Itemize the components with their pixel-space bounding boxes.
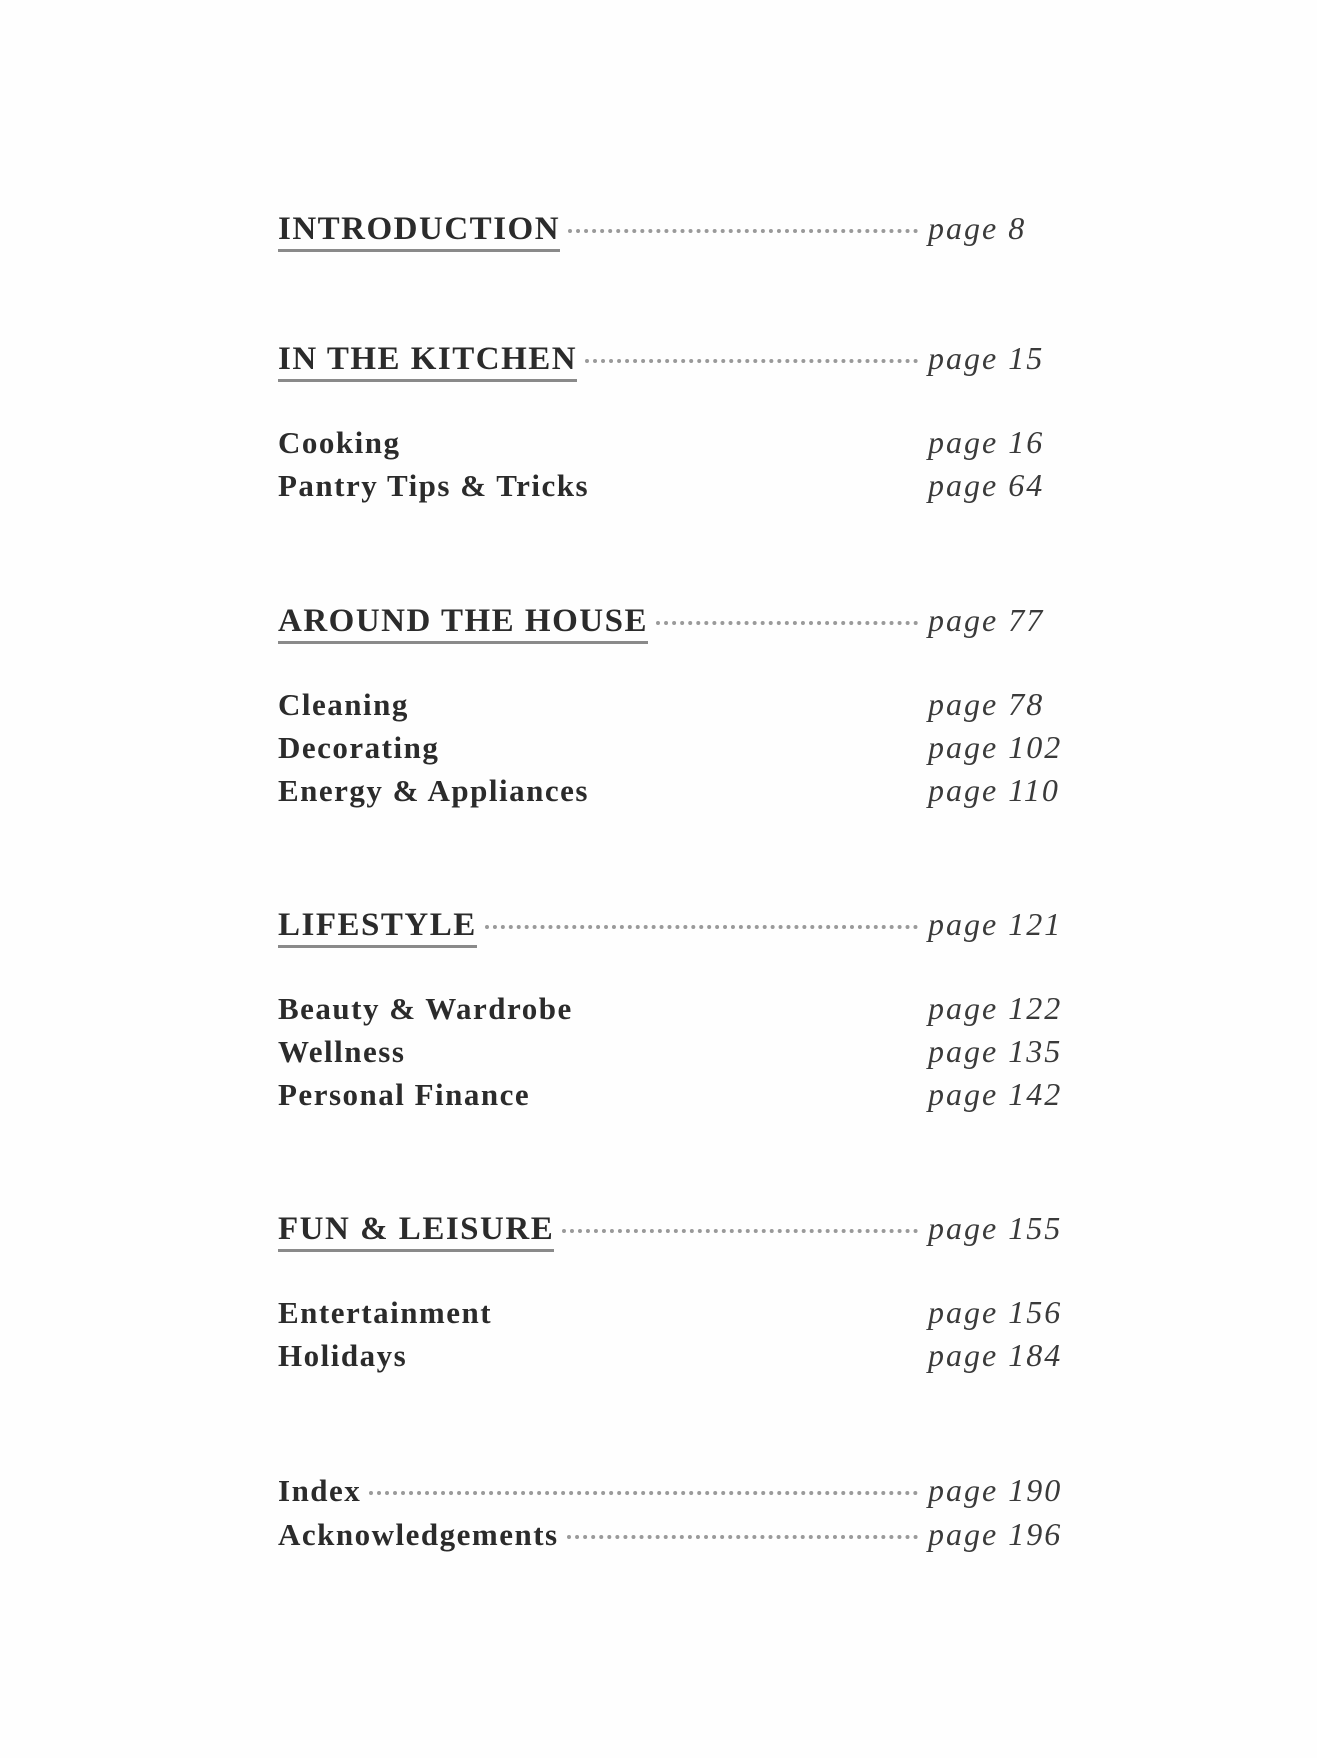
toc-entry[interactable] — [278, 424, 1078, 467]
toc-entry-label: Pantry Tips & Tricks — [278, 468, 590, 503]
toc-section-introduction — [278, 210, 1078, 340]
toc-entry-label: Index — [278, 1473, 362, 1508]
toc-section-fun-leisure — [278, 1210, 1078, 1472]
toc-heading-row[interactable] — [278, 1210, 1078, 1258]
toc-end-matter — [278, 1472, 1078, 1560]
toc-section-house — [278, 602, 1078, 906]
toc-heading: INTRODUCTION — [278, 211, 560, 252]
toc-entry[interactable] — [278, 1294, 1078, 1337]
toc-page-number: page 121 — [928, 906, 1063, 942]
toc-entry-label: Holidays — [278, 1338, 408, 1373]
toc-page-number: page 78 — [928, 686, 1045, 722]
toc-page-number: page 64 — [928, 467, 1045, 503]
toc-entry-label: Decorating — [278, 730, 440, 765]
toc-heading: AROUND THE HOUSE — [278, 603, 648, 644]
toc-page-number: page 122 — [928, 990, 1063, 1026]
dot-leader — [568, 229, 918, 233]
dot-leader — [656, 621, 918, 625]
toc-entry[interactable] — [278, 1337, 1078, 1380]
dot-leader — [585, 359, 918, 363]
toc-heading-row[interactable] — [278, 210, 1078, 258]
toc-entry-acknowledgements[interactable] — [278, 1516, 1078, 1560]
toc-entries — [278, 686, 1078, 815]
toc-entry[interactable] — [278, 467, 1078, 510]
toc-page-number: page 155 — [928, 1210, 1063, 1246]
toc-page-number: page 190 — [928, 1472, 1063, 1508]
toc-page-number: page 77 — [928, 602, 1045, 638]
toc-heading-row[interactable] — [278, 906, 1078, 954]
toc-page-number: page 8 — [928, 210, 1027, 246]
toc-entry-label: Energy & Appliances — [278, 773, 589, 808]
toc-page-number: page 142 — [928, 1076, 1063, 1112]
dot-leader — [567, 1535, 918, 1539]
toc-section-kitchen — [278, 340, 1078, 602]
toc-entry-index[interactable] — [278, 1472, 1078, 1516]
toc-page-number: page 102 — [928, 729, 1063, 765]
toc-entries — [278, 1294, 1078, 1380]
toc-heading: LIFESTYLE — [278, 907, 477, 948]
toc-entry[interactable] — [278, 729, 1078, 772]
toc-heading: FUN & LEISURE — [278, 1211, 554, 1252]
toc-section-lifestyle — [278, 906, 1078, 1210]
toc-entry-label: Entertainment — [278, 1295, 493, 1330]
toc-heading-row[interactable] — [278, 340, 1078, 388]
toc-entry-label: Cooking — [278, 425, 401, 460]
toc-entry-label: Acknowledgements — [278, 1517, 559, 1552]
toc-heading-row[interactable] — [278, 602, 1078, 650]
table-of-contents — [278, 210, 1078, 1560]
toc-entry[interactable] — [278, 990, 1078, 1033]
toc-page-number: page 15 — [928, 340, 1045, 376]
toc-entries — [278, 990, 1078, 1119]
toc-entry[interactable] — [278, 1033, 1078, 1076]
toc-heading: IN THE KITCHEN — [278, 341, 577, 382]
toc-page-number: page 196 — [928, 1516, 1063, 1552]
dot-leader — [562, 1229, 918, 1233]
dot-leader — [369, 1491, 918, 1495]
toc-page-number: page 16 — [928, 424, 1045, 460]
toc-entry[interactable] — [278, 686, 1078, 729]
toc-entry-label: Personal Finance — [278, 1077, 531, 1112]
toc-entry-label: Cleaning — [278, 687, 409, 722]
toc-page-number: page 184 — [928, 1337, 1063, 1373]
toc-page-number: page 156 — [928, 1294, 1063, 1330]
toc-entries — [278, 424, 1078, 510]
dot-leader — [485, 925, 918, 929]
toc-page-number: page 110 — [928, 772, 1060, 808]
toc-entry-label: Beauty & Wardrobe — [278, 991, 573, 1026]
toc-entry[interactable] — [278, 772, 1078, 815]
toc-entry-label: Wellness — [278, 1034, 406, 1069]
toc-page-number: page 135 — [928, 1033, 1063, 1069]
toc-entry[interactable] — [278, 1076, 1078, 1119]
